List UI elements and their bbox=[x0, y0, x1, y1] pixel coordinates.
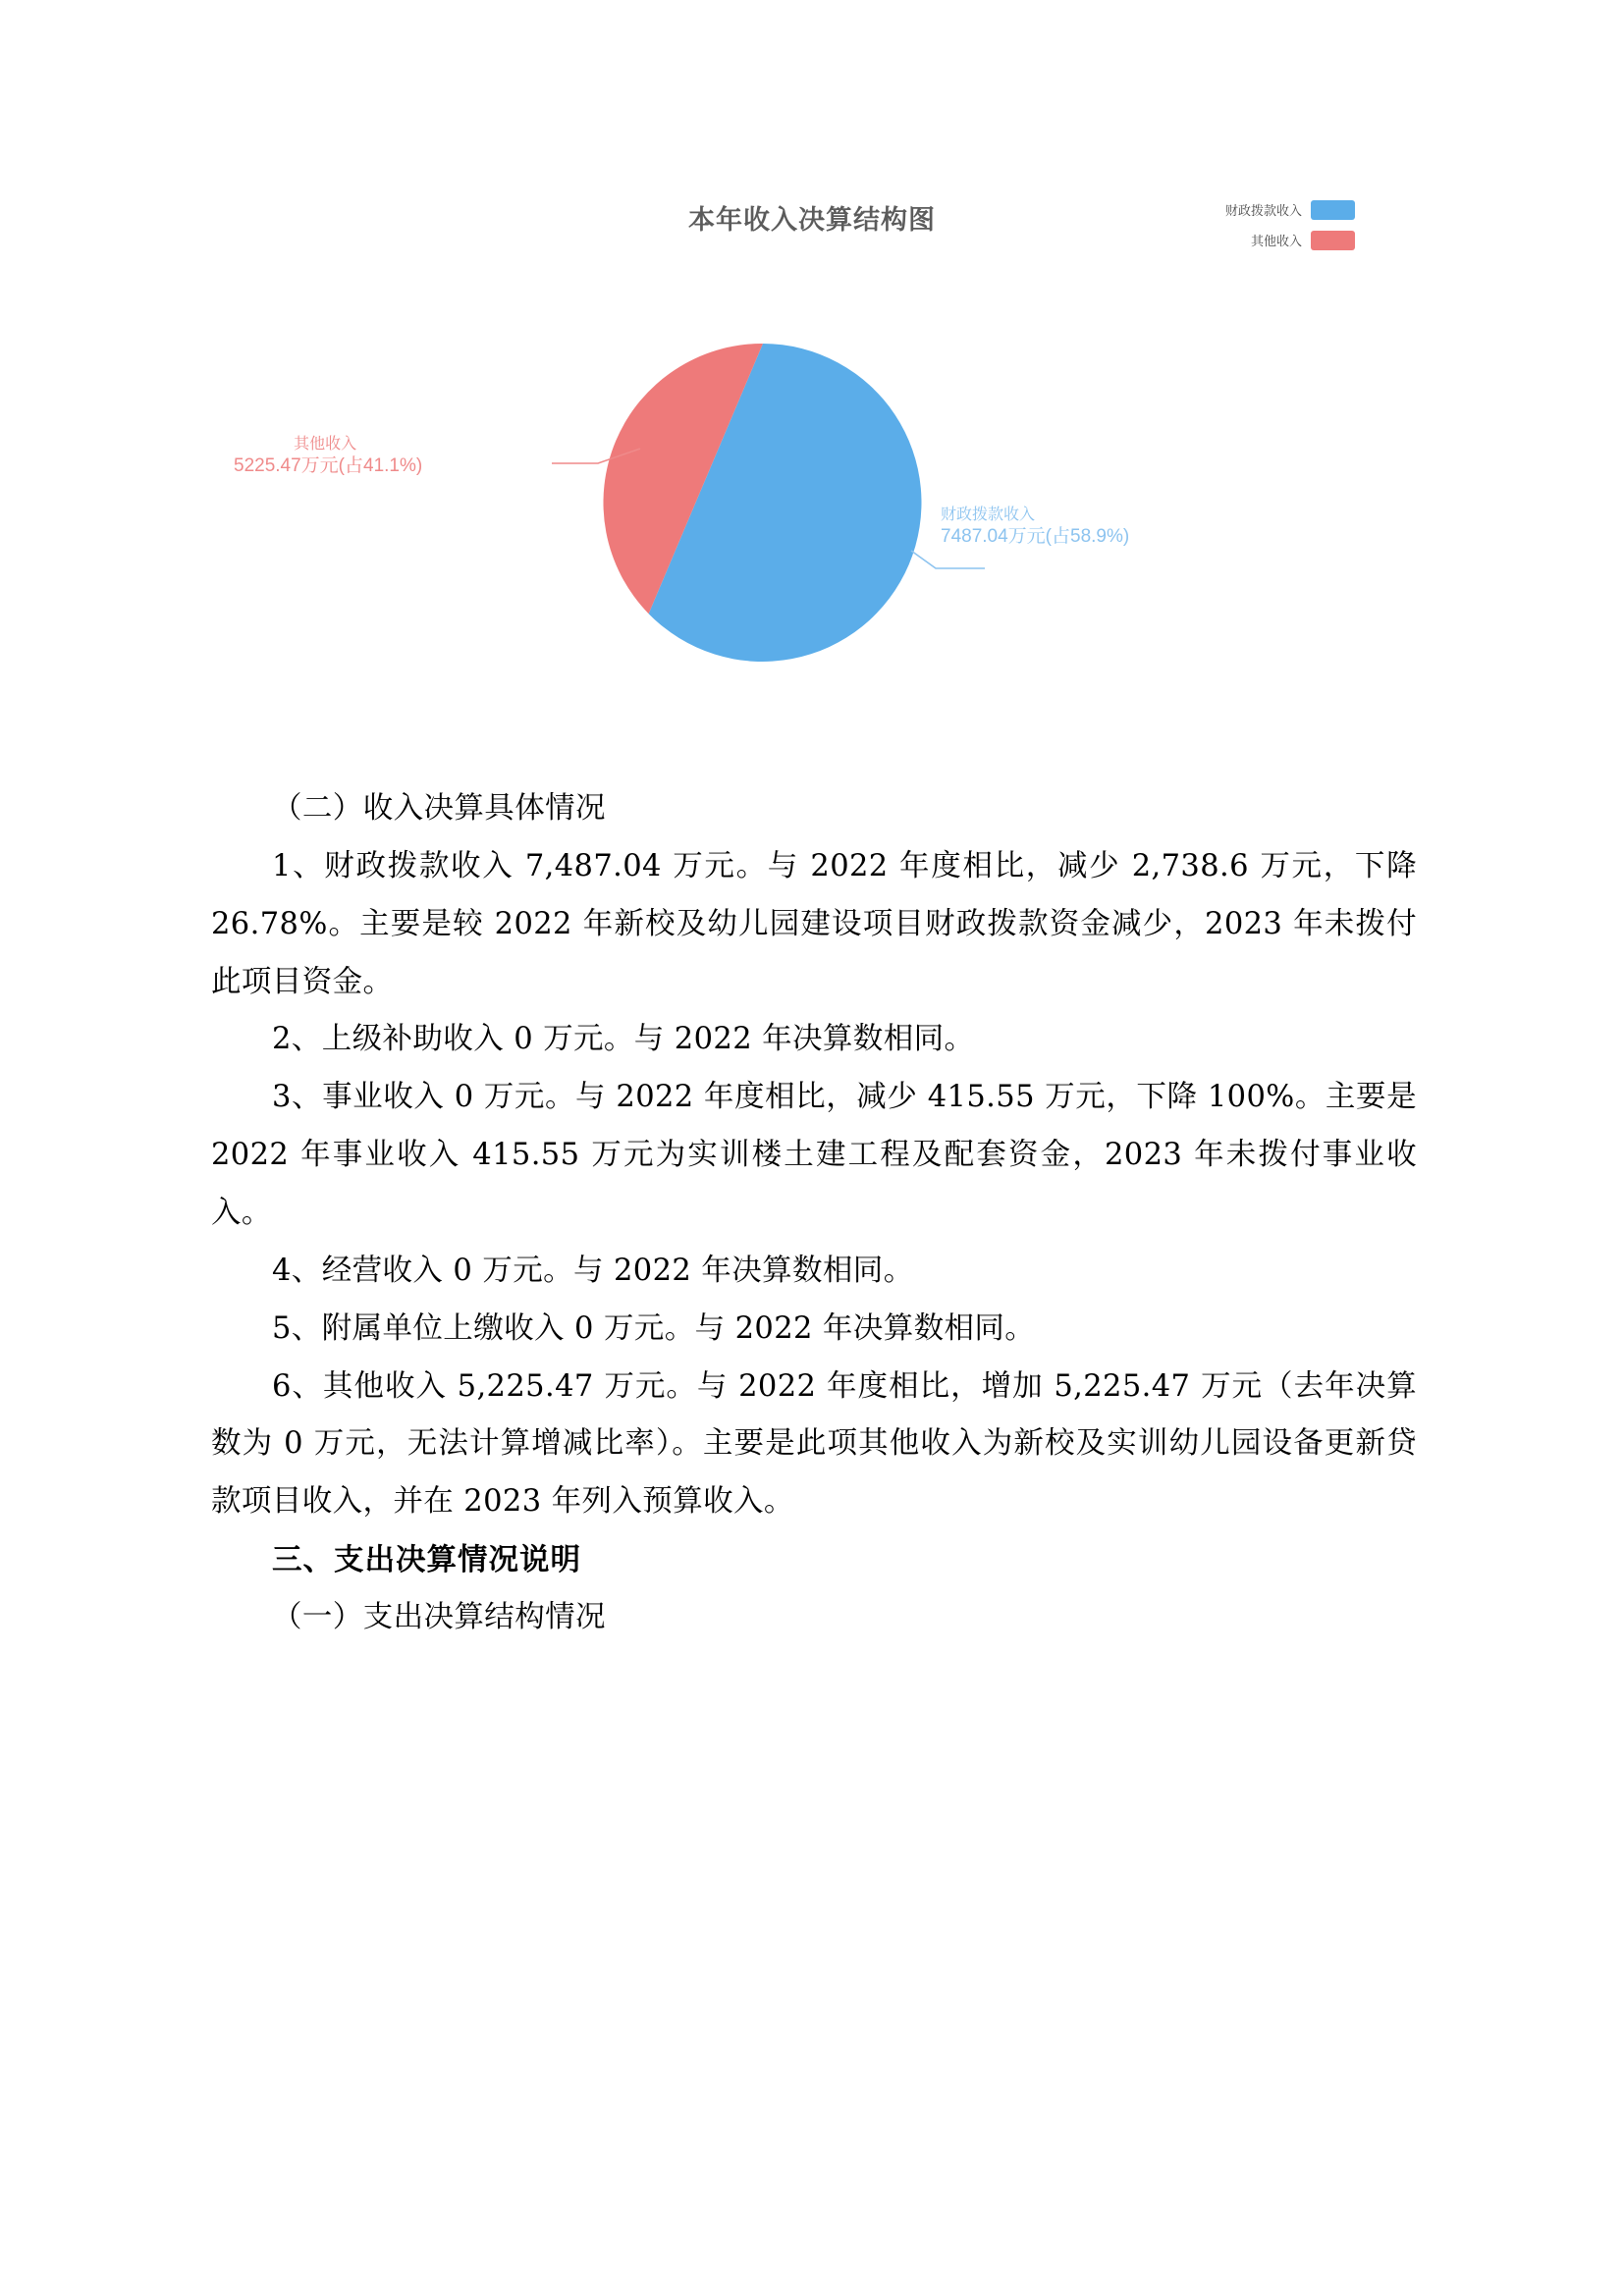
paragraph-income-detail-heading: （二）收入决算具体情况 bbox=[272, 791, 606, 826]
pie-label-other-name: 其他收入 bbox=[294, 436, 357, 453]
pie-label-fiscal bbox=[941, 506, 1129, 548]
pie-chart-graphic bbox=[0, 147, 1624, 717]
income-structure-chart bbox=[0, 147, 1624, 717]
pie-label-fiscal-name: 财政拨款收入 bbox=[941, 507, 1036, 523]
pie-label-other-value: 5225.47万元(占41.1%) bbox=[234, 454, 423, 476]
paragraph-item-5-affiliated-unit-income: 5、附属单位上缴收入 0 万元。与 2022 年决算数相同。 bbox=[272, 1310, 1036, 1346]
pie-label-other bbox=[234, 435, 422, 477]
paragraph-item-2-superior-subsidy: 2、上级补助收入 0 万元。与 2022 年决算数相同。 bbox=[272, 1022, 975, 1057]
section-heading-expenditure: 三、支出决算情况说明 bbox=[272, 1543, 581, 1577]
paragraph-item-1-fiscal-income: 1、财政拨款收入 7,487.04 万元。与 2022 年度相比，减少 2,738.6 万元，下降 26.78%。主要是较 2022 年新校及幼儿园建设项目财政拨款资金减少，2023 年未拨付此项目资金。 bbox=[211, 848, 1417, 999]
paragraph-item-4-operating-income: 4、经营收入 0 万元。与 2022 年决算数相同。 bbox=[272, 1253, 914, 1288]
chart-title: 本年收入决算结构图 bbox=[688, 205, 936, 235]
pie-label-fiscal-value: 7487.04万元(占58.9%) bbox=[941, 525, 1130, 547]
document-body bbox=[211, 780, 1417, 1647]
legend-label-fiscal: 财政拨款收入 bbox=[1224, 203, 1302, 218]
paragraph-expenditure-structure-heading: （一）支出决算结构情况 bbox=[272, 1600, 606, 1635]
paragraph-item-3-business-income: 3、事业收入 0 万元。与 2022 年度相比，减少 415.55 万元，下降 100%。主要是 2022 年事业收入 415.55 万元为实训楼土建工程及配套资金，2023 年未拨付事业收入。 bbox=[211, 1080, 1417, 1231]
legend-label-other: 其他收入 bbox=[1250, 234, 1302, 248]
paragraph-item-6-other-income: 6、其他收入 5,225.47 万元。与 2022 年度相比，增加 5,225.47 万元（去年决算数为 0 万元，无法计算增减比率）。主要是此项其他收入为新校及实训幼儿园设备更新贷款项目收入，并在 2023 年列入预算收入。 bbox=[211, 1368, 1417, 1520]
leader-line-fiscal bbox=[911, 551, 985, 568]
pie-svg bbox=[0, 147, 1624, 717]
